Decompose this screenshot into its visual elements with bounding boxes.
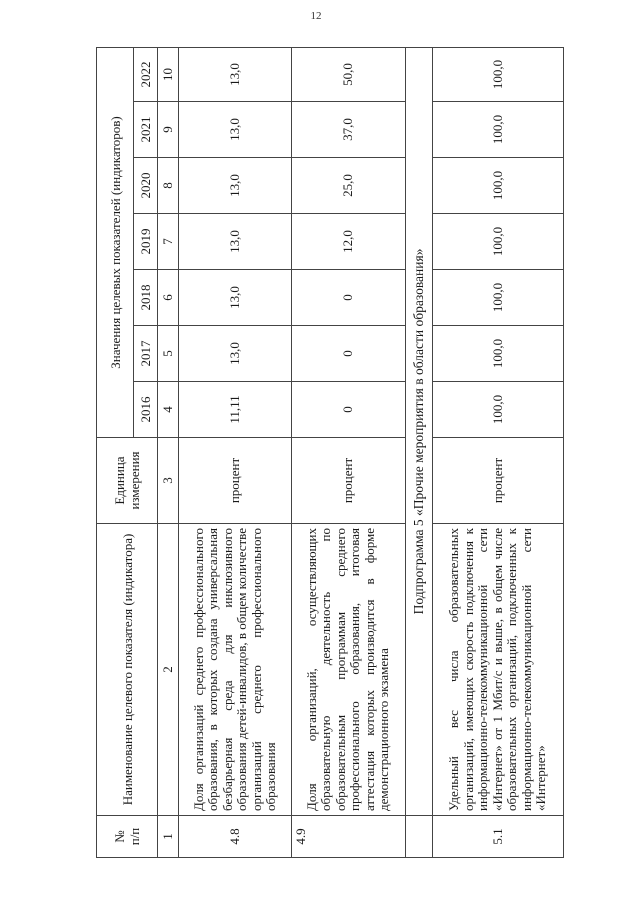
colnum-3: 3 (158, 438, 179, 524)
year-2020: 2020 (134, 158, 158, 214)
row-name: Удельный вес числа образовательных организаций, имеющих скорость подключения к информационно-телекоммуникационной сети «Интернет» от 1 Мбит/с и выше, в общем числе образовательных организаций, подключенных к информационно-телекоммуникационной сети «Интернет» (432, 524, 564, 816)
row-value-2019: 100,0 (432, 214, 564, 270)
year-2021: 2021 (134, 102, 158, 158)
row-value-2018: 0 (292, 270, 405, 326)
row-value-2020: 13,0 (179, 158, 292, 214)
row-value-2016: 0 (292, 382, 405, 438)
colnum-4: 4 (158, 382, 179, 438)
colnum-7: 7 (158, 214, 179, 270)
header-row (97, 47, 134, 857)
row-num: 4.8 (179, 816, 292, 858)
row-value-2016: 11,11 (179, 382, 292, 438)
row-value-2020: 100,0 (432, 158, 564, 214)
row-value-2021: 13,0 (179, 102, 292, 158)
year-2022: 2022 (134, 47, 158, 101)
row-value-2018: 13,0 (179, 270, 292, 326)
year-2018: 2018 (134, 270, 158, 326)
year-2017: 2017 (134, 326, 158, 382)
table-row (432, 47, 564, 857)
row-value-2017: 13,0 (179, 326, 292, 382)
year-2016: 2016 (134, 382, 158, 438)
colnum-6: 6 (158, 270, 179, 326)
rotated-table-wrapper (96, 48, 564, 858)
header-name: Наименование целевого показателя (индикатора) (97, 524, 158, 816)
colnum-2: 2 (158, 524, 179, 816)
year-2019: 2019 (134, 214, 158, 270)
row-value-2019: 12,0 (292, 214, 405, 270)
colnum-8: 8 (158, 158, 179, 214)
row-value-2016: 100,0 (432, 382, 564, 438)
row-unit: процент (179, 438, 292, 524)
colnum-10: 10 (158, 47, 179, 101)
header-unit: Единица измерения (97, 438, 158, 524)
header-num: № п/п (97, 816, 158, 858)
row-name: Доля организаций среднего профессионального образования, в которых создана универсальная безбарьерная среда для инклюзивного образования детей-инвалидов, в общем количестве организаций среднего профессионального образования (179, 524, 292, 816)
row-value-2022: 13,0 (179, 47, 292, 101)
row-value-2021: 100,0 (432, 102, 564, 158)
header-values: Значения целевых показателей (индикаторов) (97, 47, 134, 437)
colnum-5: 5 (158, 326, 179, 382)
page-number: 12 (310, 10, 322, 22)
row-value-2021: 37,0 (292, 102, 405, 158)
row-value-2017: 100,0 (432, 326, 564, 382)
row-num: 4.9 (292, 816, 405, 858)
column-number-row (158, 47, 179, 857)
row-value-2022: 100,0 (432, 47, 564, 101)
row-value-2018: 100,0 (432, 270, 564, 326)
row-name: Доля организаций, осуществляющих образовательную деятельность по образовательным программам среднего профессионального образования, итоговая аттестация которых производится в форме демонстрационного экзамена (292, 524, 405, 816)
subprogram-row (405, 47, 432, 857)
row-value-2017: 0 (292, 326, 405, 382)
subprogram-num-cell (405, 816, 432, 858)
table-row (292, 47, 405, 857)
colnum-1: 1 (158, 816, 179, 858)
row-unit: процент (432, 438, 564, 524)
row-value-2020: 25,0 (292, 158, 405, 214)
subprogram-title: Подпрограмма 5 «Прочие мероприятия в области образования» (405, 47, 432, 815)
row-value-2019: 13,0 (179, 214, 292, 270)
indicators-table (96, 47, 564, 858)
row-value-2022: 50,0 (292, 47, 405, 101)
table-row (179, 47, 292, 857)
row-num: 5.1 (432, 816, 564, 858)
colnum-9: 9 (158, 102, 179, 158)
row-unit: процент (292, 438, 405, 524)
